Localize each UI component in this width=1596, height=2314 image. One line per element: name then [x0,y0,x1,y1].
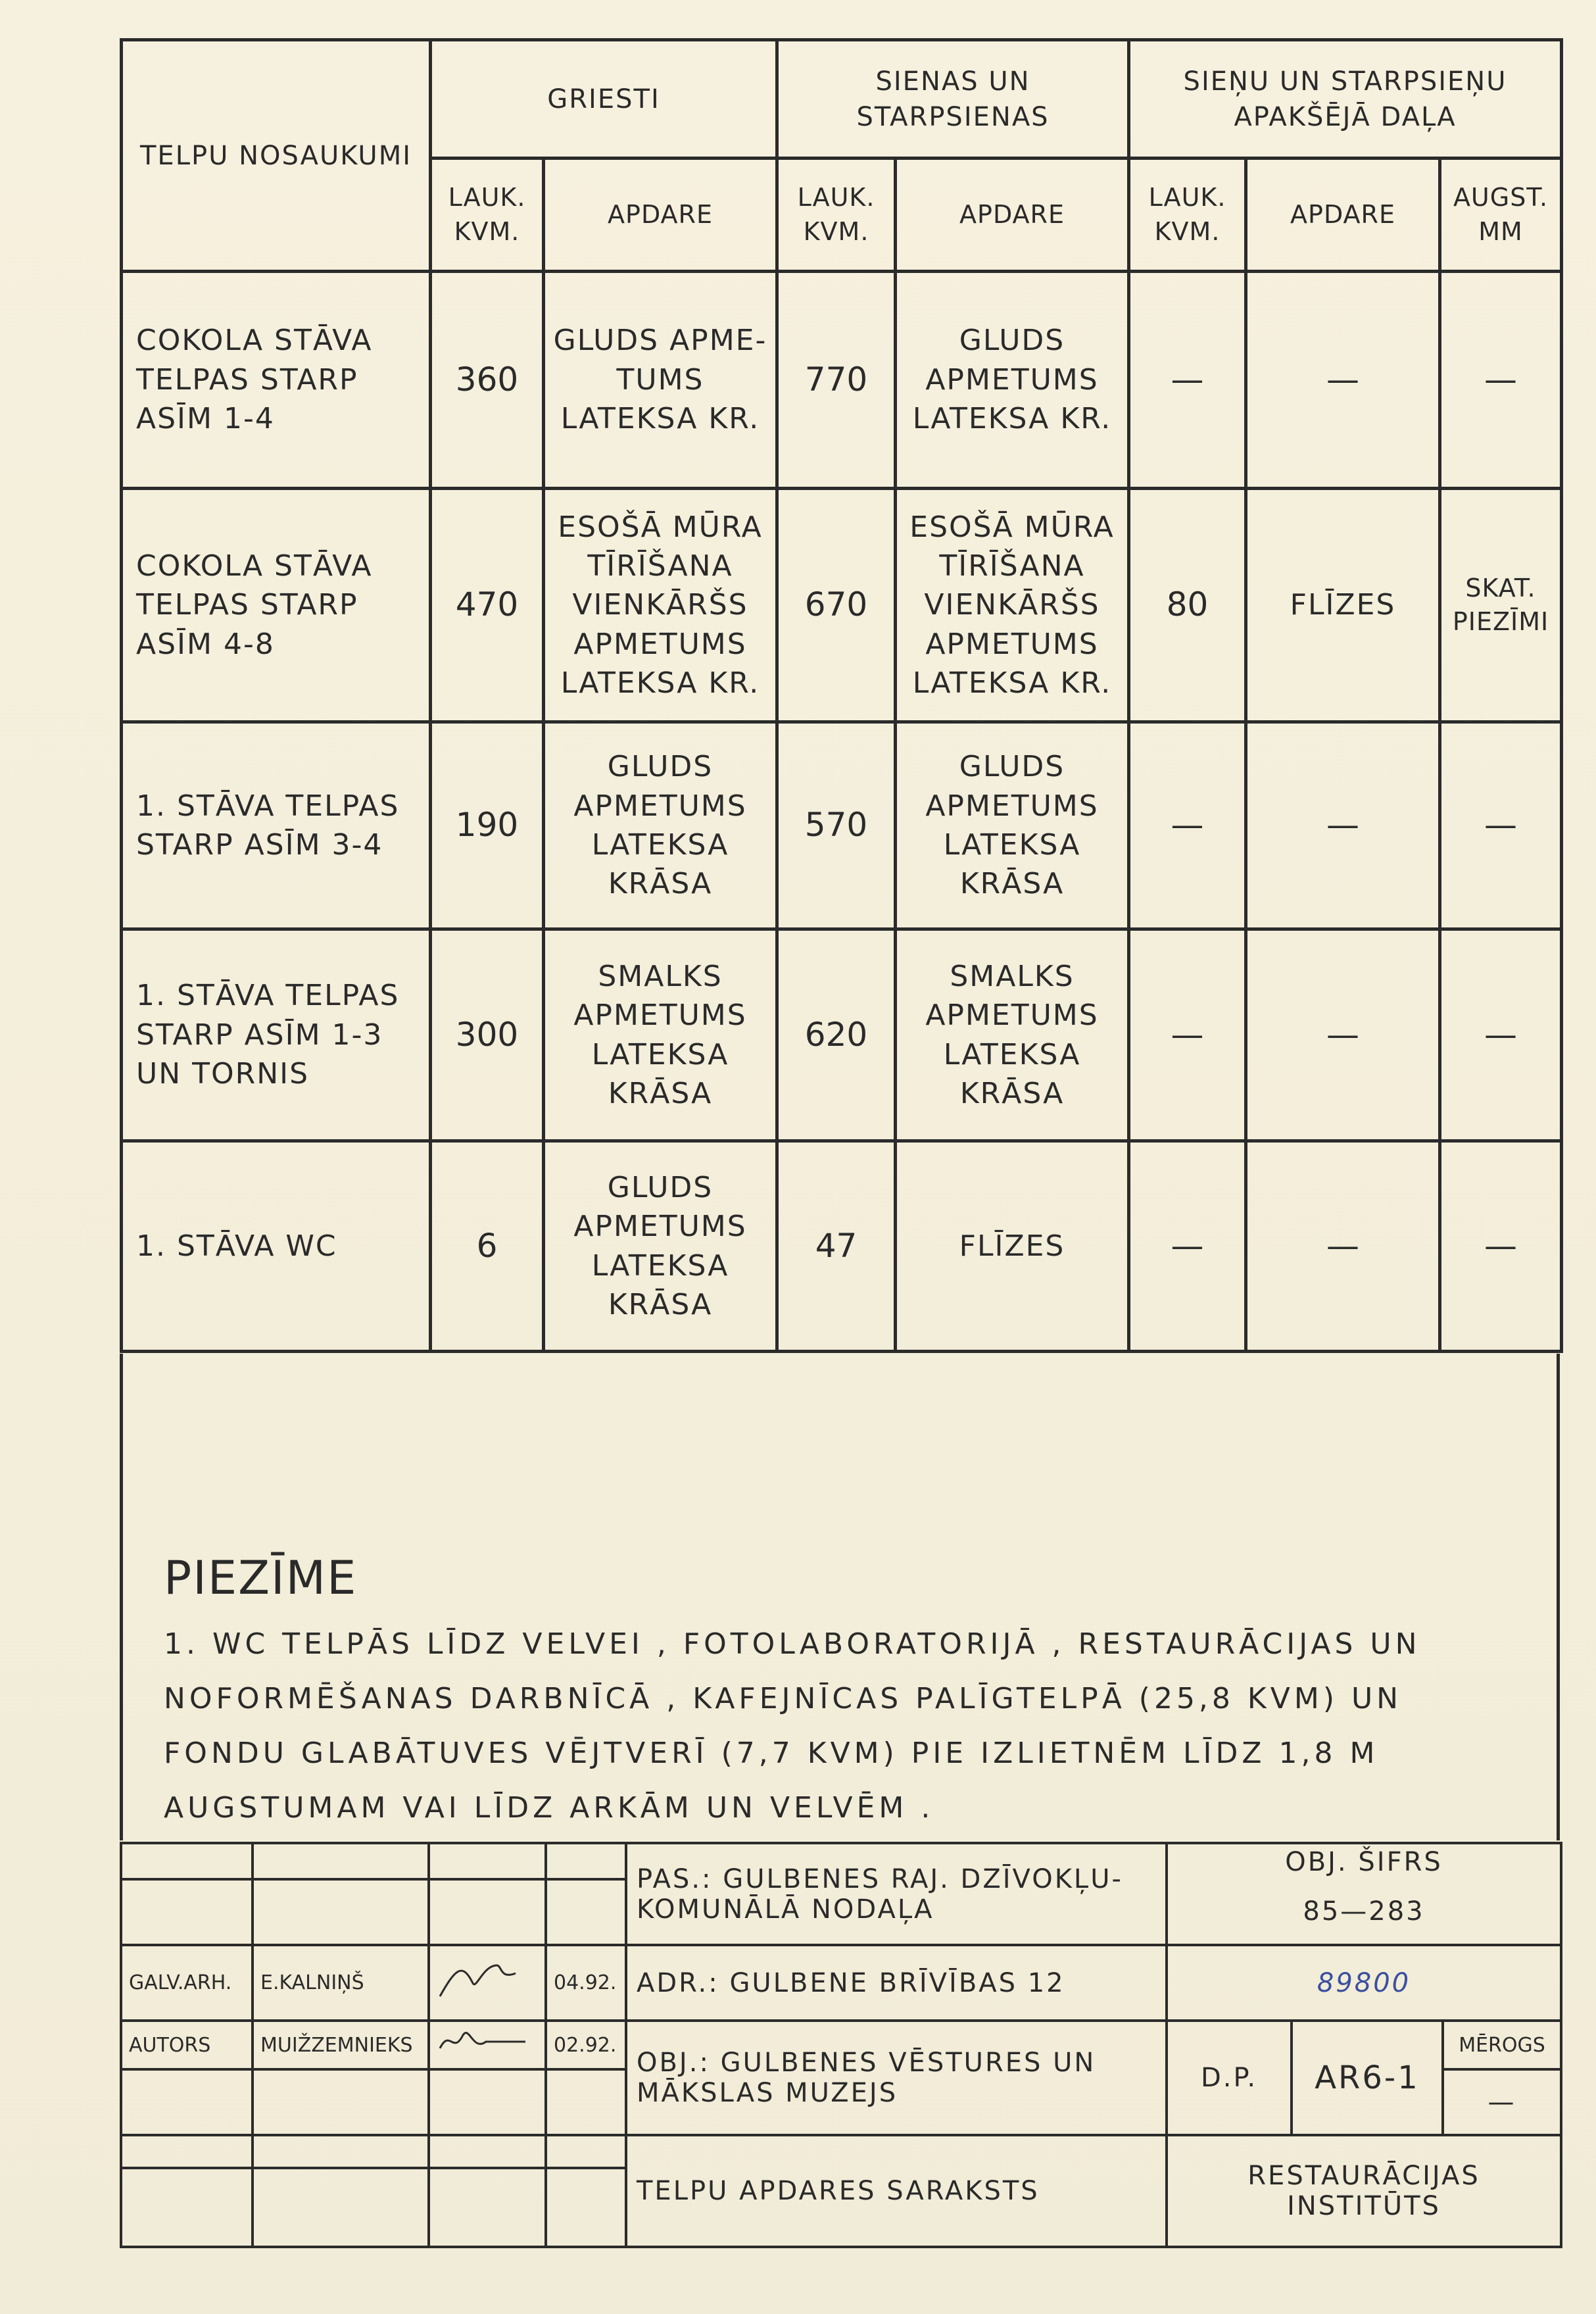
low-area: — [1129,722,1246,929]
room-name: COKOLA STĀVA TELPAS STARP ASĪM 1-4 [122,272,431,489]
table-row [122,272,1562,489]
author-name: MUIŽZEMNIEKS [253,2021,429,2069]
wall-area: 770 [777,272,896,489]
ceil-area: 190 [431,722,544,929]
author-date: 02.92. [546,2021,626,2069]
sheet-number: AR6-1 [1292,2021,1443,2135]
ceil-finish: GLUDS APME-TUMS LATEKSA KR. [544,272,777,489]
ceil-finish: GLUDS APMETUMS LATEKSA KRĀSA [544,1141,777,1352]
header-low-height: AUGST. MM [1440,159,1562,272]
header-ceil-area: LAUK. KVM. [431,159,544,272]
cipher-handwritten: 89800 [1167,1945,1561,2021]
author-label: AUTORS [121,2021,253,2069]
low-area: — [1129,1141,1246,1352]
room-name: 1. STĀVA TELPAS STARP ASĪM 3-4 [122,722,431,929]
wall-finish: GLUDS APMETUMS LATEKSA KRĀSA [896,722,1129,929]
title-block [120,1842,1562,2248]
header-room-names: TELPU NOSAUKUMI [122,40,431,272]
ceil-finish: ESOŠĀ MŪRA TĪRĪŠANA VIENKĀRŠS APMETUMS LATEKSA KR. [544,489,777,722]
low-area: — [1129,272,1246,489]
table-row [122,489,1562,722]
low-height: — [1440,1141,1562,1352]
low-finish: — [1246,272,1440,489]
header-ceilings: GRIESTI [431,40,777,159]
ceil-area: 300 [431,929,544,1141]
low-area: 80 [1129,489,1246,722]
header-walls: SIENAS UN STARPSIENAS [777,40,1129,159]
wall-area: 570 [777,722,896,929]
low-finish: — [1246,929,1440,1141]
note-title: PIEZĪME [164,1551,358,1605]
cipher-value: 85—283 [1167,1879,1561,1945]
wall-finish: SMALKS APMETUMS LATEKSA KRĀSA [896,929,1129,1141]
client-field: PAS.: GULBENES RAJ. DZĪVOKĻU- KOMUNĀLĀ NODAĻA [626,1843,1167,1945]
header-wall-area: LAUK. KVM. [777,159,896,272]
ceil-area: 360 [431,272,544,489]
wall-finish: GLUDS APMETUMS LATEKSA KR. [896,272,1129,489]
chief-architect-date: 04.92. [546,1945,626,2021]
cipher-label: OBJ. ŠIFRS [1167,1843,1561,1879]
drawing-title: TELPU APDARES SARAKSTS [626,2135,1167,2247]
scale-value: — [1443,2069,1561,2135]
header-lower-walls: SIEŅU UN STARPSIEŅU APAKŠĒJĀ DAĻA [1129,40,1562,159]
chief-architect-name: E.KALNIŅŠ [253,1945,429,2021]
note-section [120,1354,1560,1840]
ceil-finish: GLUDS APMETUMS LATEKSA KRĀSA [544,722,777,929]
note-text: 1. WC TELPĀS LĪDZ VELVEI , FOTOLABORATORIJĀ , RESTAURĀCIJAS UN NOFORMĒŠANAS DARBNĪCĀ , KAFEJNĪCAS PALĪGTELPĀ (25,8 KVM) UN FONDU GLABĀTUVES VĒJTVERĪ (7,7 KVM) PIE IZLIETNĒM LĪDZ 1,8 M AUGSTUMAM VAI LĪDZ ARKĀM UN VELVĒM . [164,1627,1421,1825]
low-finish: FLĪZES [1246,489,1440,722]
low-height: SKAT. PIEZĪMI [1440,489,1562,722]
institute-name: RESTAURĀCIJAS INSTITŪTS [1167,2135,1561,2247]
header-ceil-finish: APDARE [544,159,777,272]
object-field: OBJ.: GULBENES VĒSTURES UN MĀKSLAS MUZEJS [626,2021,1167,2135]
wall-area: 620 [777,929,896,1141]
header-low-area: LAUK. KVM. [1129,159,1246,272]
ceil-finish: SMALKS APMETUMS LATEKSA KRĀSA [544,929,777,1141]
signature [429,1945,546,2021]
finishes-table [120,38,1563,1353]
ceil-area: 470 [431,489,544,722]
wall-area: 670 [777,489,896,722]
low-height: — [1440,272,1562,489]
scale-label: MĒROGS [1443,2021,1561,2069]
header-wall-finish: APDARE [896,159,1129,272]
table-row [122,1141,1562,1352]
table-row [122,722,1562,929]
chief-architect-label: GALV.ARH. [121,1945,253,2021]
low-finish: — [1246,1141,1440,1352]
header-low-finish: APDARE [1246,159,1440,272]
table-row [122,929,1562,1141]
wall-area: 47 [777,1141,896,1352]
room-name: 1. STĀVA TELPAS STARP ASĪM 1-3 UN TORNIS [122,929,431,1141]
address-field: ADR.: GULBENE BRĪVĪBAS 12 [626,1945,1167,2021]
signature [429,2021,546,2069]
low-finish: — [1246,722,1440,929]
ceil-area: 6 [431,1141,544,1352]
wall-finish: ESOŠĀ MŪRA TĪRĪŠANA VIENKĀRŠS APMETUMS LATEKSA KR. [896,489,1129,722]
room-name: COKOLA STĀVA TELPAS STARP ASĪM 4-8 [122,489,431,722]
wall-finish: FLĪZES [896,1141,1129,1352]
low-height: — [1440,929,1562,1141]
low-area: — [1129,929,1246,1141]
low-height: — [1440,722,1562,929]
stage-label: D.P. [1167,2021,1292,2135]
room-name: 1. STĀVA WC [122,1141,431,1352]
